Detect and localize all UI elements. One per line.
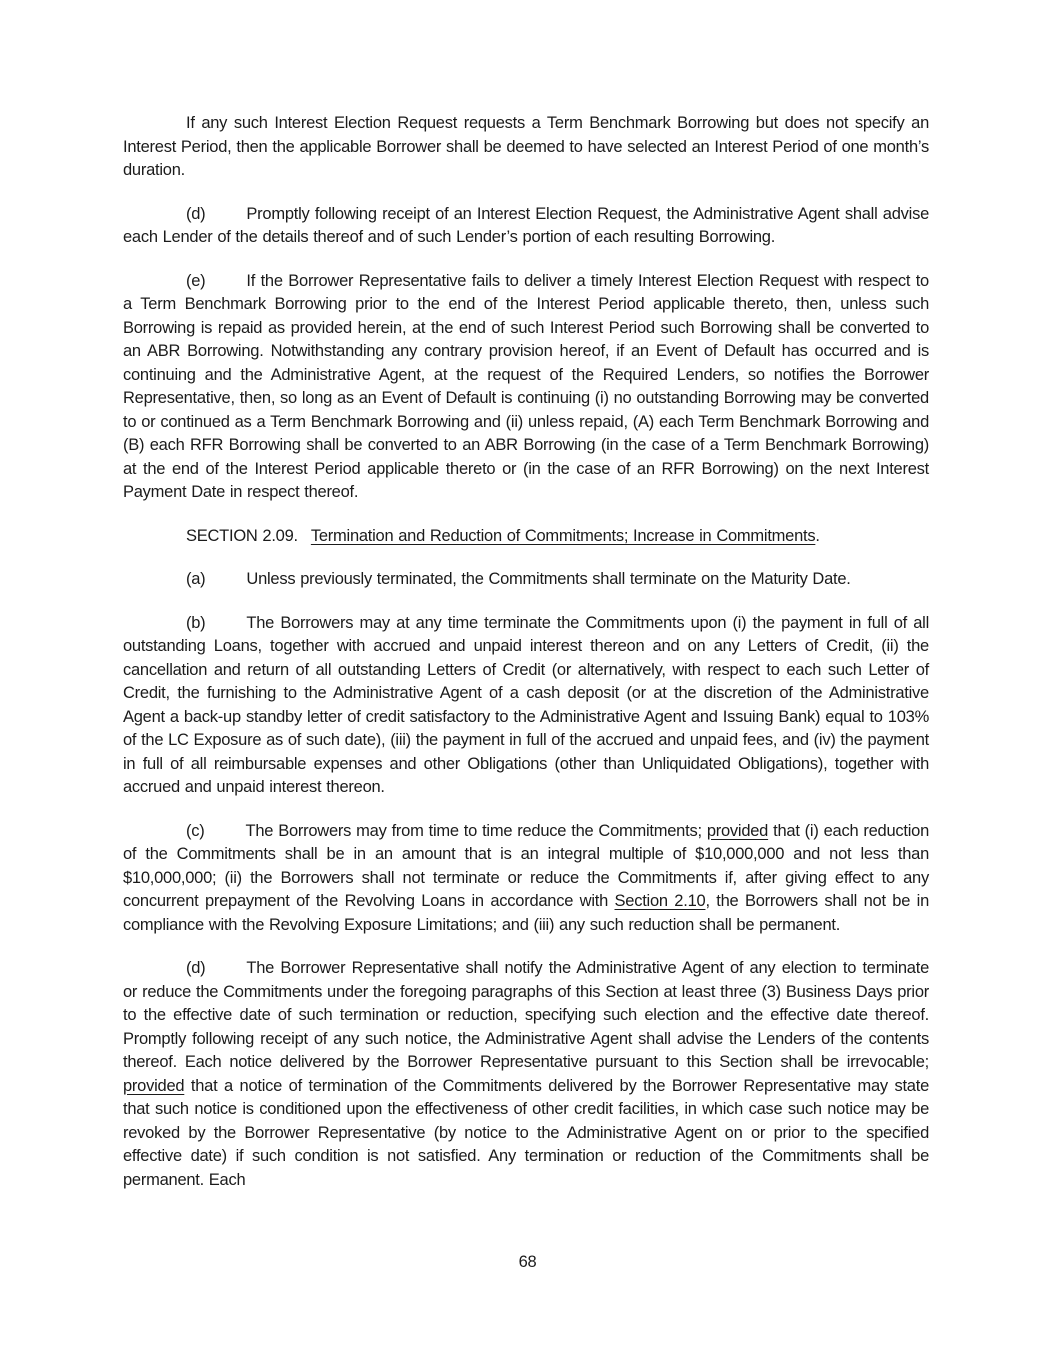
text-run: If any such Interest Election Request requests a Term Benchmark Borrowing but does not specify an Interest Period, then the applicable Borrower shall be deemed to have selected an Interest Period of one month’s duration. (123, 114, 929, 179)
paragraph-label: (c) (186, 821, 205, 840)
paragraph-3 (123, 270, 929, 505)
document-body (123, 112, 929, 1212)
text-run: , the Borrowers shall not be in compliance with the Revolving Exposure Limitations; and (iii) any such reduction shall be permanent. (123, 892, 930, 934)
text-run: Promptly following receipt of an Interest Election Request, the Administrative Agent shall advise each Lender of the details thereof and of such Lender’s portion of each resulting Borrowing. (123, 204, 929, 246)
text-run: The Borrowers may at any time terminate the Commitments upon (i) the payment in full of all outstanding Loans, together with accrued and unpaid interest thereon and on any Letters of Credit, (ii) the cancellation and return of all outstanding Letters of Credit (or alternatively, with respect to each such Letter of Credit, the furnishing to the Administrative Agent of a cash deposit (or at the discretion of the Administrative Agent a back-up standby letter of credit satisfactory to the Administrative Agent and Issuing Bank) equal to 103% of the LC Exposure as of such date), (iii) the payment in full of the accrued and unpaid fees, and (iv) the payment in full of all reimbursable expenses and other Obligations (other than Unliquidated Obligations), together with accrued and unpaid interest thereon. (123, 613, 929, 796)
text-run: . (815, 526, 820, 545)
paragraph-label: (a) (186, 570, 206, 588)
underlined-text-run: provided (706, 821, 769, 840)
text-run: If the Borrower Representative fails to deliver a timely Interest Election Request with respect to a Term Benchmark Borrowing prior to the end of the Interest Period applicable thereto, then, unless such Borrowing is repaid as provided herein, at the end of such Interest Period such Borrowing shall be converted to an ABR Borrowing. Notwithstanding any contrary provision hereof, if an Event of Default has occurred and is continuing and the Administrative Agent, at the request of the Required Lenders, so notifies the Borrower Representative, then, so long as an Event of Default is continuing (i) no outstanding Borrowing may be converted to or continued as a Term Benchmark Borrowing and (ii) unless repaid, (A) each Term Benchmark Borrowing and (B) each RFR Borrowing shall be converted to an ABR Borrowing (in the case of a Term Benchmark Borrowing) at the end of the Interest Period applicable thereto or (in the case of an RFR Borrowing) on the next Interest Payment Date in respect thereof. (123, 271, 929, 501)
paragraph-2 (123, 203, 929, 250)
page-number: 68 (518, 1253, 537, 1271)
paragraph-label: SECTION 2.09. (186, 526, 298, 545)
underlined-text-run: Termination and Reduction of Commitments; Increase in Commitments (310, 526, 816, 545)
paragraph-6 (123, 612, 929, 800)
section-heading (123, 525, 929, 549)
text-run: that a notice of termination of the Commitments delivered by the Borrower Representative may state that such notice is conditioned upon the effectiveness of other credit facilities, in which case such notice may be revoked by the Borrower Representative (by notice to the Administrative Agent on or prior to the specified effective date) if such condition is not satisfied. Any termination or reduction of the Commitments shall be permanent. Each (123, 1076, 929, 1189)
paragraph-7 (123, 820, 929, 938)
paragraph-1 (123, 112, 929, 183)
paragraph-label: (b) (186, 613, 206, 632)
text-run: The Borrowers may from time to time reduce the Commitments; (245, 821, 707, 840)
underlined-text-run: Section 2.10 (614, 892, 706, 910)
text-run: that (i) each reduction of the Commitments shall be in an amount that is an integral multiple of $10,000,000 and not less than $10,000,000; (ii) the Borrowers shall not terminate or reduce the Commitments if, after giving effect to any concurrent prepayment of the Revolving Loans in accordance with (123, 821, 930, 910)
text-run: The Borrower Representative shall notify the Administrative Agent of any election to terminate or reduce the Commitments under the foregoing paragraphs of this Section at least three (3) Business Days prior to the effective date of such termination or reduction, specifying such election and the effective date thereof. Promptly following receipt of any such notice, the Administrative Agent shall advise the Lenders of the contents thereof. Each notice delivered by the Borrower Representative pursuant to this Section shall be irrevocable; (123, 959, 929, 1071)
paragraph-5 (123, 568, 929, 592)
underlined-text-run: provided (123, 1076, 185, 1095)
paragraph-label: (d) (186, 959, 206, 977)
text-run: Unless previously terminated, the Commitments shall terminate on the Maturity Date. (246, 570, 851, 588)
paragraph-8 (123, 957, 929, 1192)
paragraph-label: (e) (186, 271, 206, 290)
paragraph-label: (d) (186, 204, 206, 223)
